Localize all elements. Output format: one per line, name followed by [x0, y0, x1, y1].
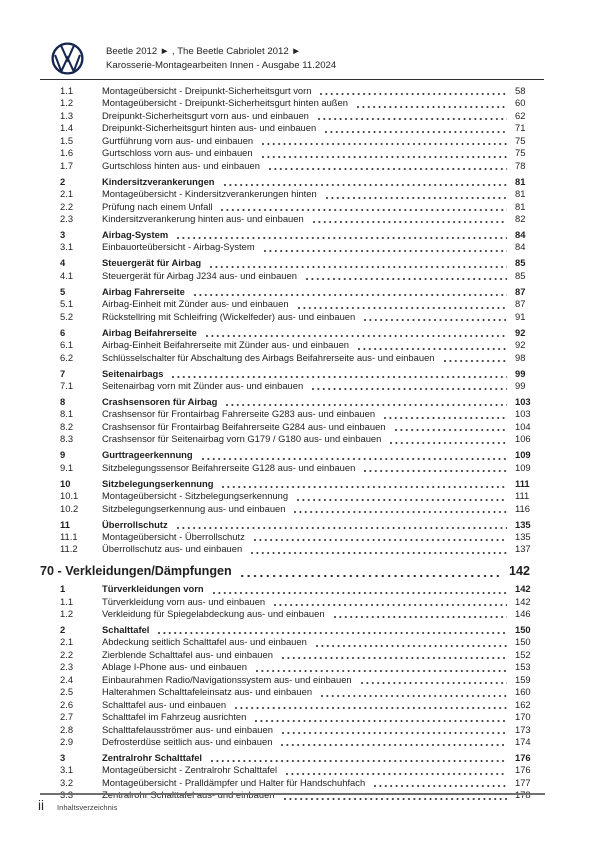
vw-logo-icon	[50, 41, 85, 76]
toc-entry-number: 9	[60, 449, 66, 461]
toc-entry-row	[40, 122, 545, 134]
toc-section-row	[40, 286, 545, 298]
toc-entry-title: Zentralrohr Schalttafel	[102, 751, 203, 763]
toc-entry-number: 2.3	[60, 213, 74, 225]
toc-entry-number: 2.1	[60, 188, 74, 200]
dot-leader	[251, 552, 507, 554]
dot-leader	[256, 670, 507, 672]
toc-entry-title: Abdeckung seitlich Schalttafel aus- und einbauen	[102, 636, 307, 648]
toc-entry-title: Einbauorteübersicht - Airbag-System	[102, 241, 255, 253]
toc-entry-page: 84	[515, 241, 526, 253]
toc-entry-number: 3.2	[60, 776, 74, 788]
toc-entry-page: 99	[515, 379, 526, 391]
toc-entry-page: 98	[515, 351, 526, 363]
toc-entry-page: 62	[515, 109, 526, 121]
toc-entry-page: 109	[515, 461, 531, 473]
dot-leader	[177, 237, 507, 239]
toc-entry-title: Sitzbelegungserkennung	[102, 477, 214, 489]
toc-entry-title: Kindersitzverankerungen	[102, 175, 215, 187]
toc-chapter-row	[40, 564, 545, 579]
toc-entry-number: 5	[60, 285, 66, 297]
dot-leader	[158, 632, 507, 634]
toc-entry-row	[40, 201, 545, 213]
footer	[38, 799, 117, 813]
toc-entry-page: 135	[515, 518, 531, 530]
toc-entry-row	[40, 213, 545, 225]
toc-entry-title: Airbag-Einheit mit Zünder aus- und einbauen	[102, 298, 289, 310]
brand-subtitle-line: Karosserie-Montagearbeiten Innen - Ausgabe 11.2024	[106, 59, 337, 71]
toc-entry-title: Gurtschloss hinten aus- und einbauen	[102, 159, 260, 171]
toc-entry-row	[40, 380, 545, 392]
toc-entry-number: 8.3	[60, 433, 74, 445]
toc-entry-row	[40, 736, 545, 748]
toc-entry-row	[40, 160, 545, 172]
toc-entry-page: 104	[515, 420, 531, 432]
dot-leader	[326, 197, 507, 199]
toc-entry-title: Zentralrohr Schalttafel aus- und einbauen	[102, 789, 275, 801]
dot-leader	[177, 527, 507, 529]
toc-entry-number: 2	[60, 175, 66, 187]
toc-entry-row	[40, 531, 545, 543]
toc-entry-row	[40, 777, 545, 789]
dot-leader	[395, 429, 508, 431]
toc-entry-row	[40, 608, 545, 620]
toc-entry-row	[40, 85, 545, 97]
toc-entry-row	[40, 241, 545, 253]
toc-entry-row	[40, 147, 545, 159]
toc-entry-number: 3.3	[60, 789, 74, 801]
toc-section-row	[40, 229, 545, 241]
toc-entry-number: 6.1	[60, 339, 74, 351]
toc-entry-page: 82	[515, 213, 526, 225]
dot-leader	[444, 360, 508, 362]
toc-entry-page: 176	[515, 764, 531, 776]
dot-leader	[357, 106, 507, 108]
toc-entry-row	[40, 311, 545, 323]
toc-entry-page: 170	[515, 711, 531, 723]
dot-leader	[320, 93, 507, 95]
toc-entry-page: 91	[515, 310, 526, 322]
toc-entry-number: 3.1	[60, 764, 74, 776]
toc-entry-page: 71	[515, 122, 526, 134]
toc-entry-number: 1.2	[60, 607, 74, 619]
toc-entry-page: 84	[515, 228, 526, 240]
dot-leader	[222, 486, 507, 488]
toc-section-row	[40, 519, 545, 531]
dot-leader	[211, 760, 507, 762]
toc-section-row	[40, 624, 545, 636]
toc-entry-number: 10	[60, 477, 71, 489]
toc-entry-row	[40, 661, 545, 673]
toc-entry-page: 92	[515, 326, 526, 338]
brand-text-block	[106, 41, 336, 72]
toc-entry-row	[40, 352, 545, 364]
toc-section-row	[40, 752, 545, 764]
toc-entry-number: 1.1	[60, 85, 74, 96]
dot-leader	[334, 616, 507, 618]
toc-entry-title: Airbag Beifahrerseite	[102, 326, 197, 338]
toc-entry-page: 150	[515, 636, 531, 648]
toc-entry-number: 8	[60, 395, 66, 407]
toc-entry-page: 142	[515, 583, 531, 595]
toc-entry-row	[40, 503, 545, 515]
dot-leader	[194, 294, 507, 296]
toc-entry-title: Crashsensoren für Airbag	[102, 395, 218, 407]
toc-entry-row	[40, 596, 545, 608]
dot-leader	[224, 184, 507, 186]
toc-section-row	[40, 449, 545, 461]
toc-entry-page: 177	[515, 776, 531, 788]
table-of-contents	[40, 85, 545, 802]
toc-entry-title: Prüfung nach einem Unfall	[102, 200, 213, 212]
toc-entry-number: 6.2	[60, 351, 74, 363]
toc-entry-title: Montageübersicht - Kindersitzverankerungen hinten	[102, 188, 317, 200]
dot-leader	[286, 773, 507, 775]
toc-entry-title: Airbag-Einheit Beifahrerseite mit Zünder aus- und einbauen	[102, 339, 350, 351]
toc-section-row	[40, 327, 545, 339]
toc-entry-number: 11.1	[60, 530, 78, 542]
toc-entry-number: 11.2	[60, 543, 78, 555]
toc-entry-page: 137	[515, 543, 531, 555]
toc-entry-page: 60	[515, 97, 526, 109]
toc-entry-title: Ablage I-Phone aus- und einbauen	[102, 661, 247, 673]
toc-entry-row	[40, 711, 545, 723]
dot-leader	[262, 156, 507, 158]
dot-leader	[274, 604, 507, 606]
toc-entry-title: Montageübersicht - Dreipunkt-Sicherheitsgurt vorn	[102, 85, 312, 96]
toc-entry-row	[40, 686, 545, 698]
toc-entry-page: 78	[515, 159, 526, 171]
toc-entry-page: 174	[515, 736, 531, 747]
toc-entry-number: 1.1	[60, 595, 74, 607]
toc-entry-page: 109	[515, 449, 531, 461]
toc-entry-page: 103	[515, 395, 531, 407]
toc-entry-number: 1	[60, 583, 66, 595]
dot-leader	[294, 511, 507, 513]
dot-leader	[282, 732, 507, 734]
toc-entry-page: 81	[515, 200, 526, 212]
toc-entry-page: 142	[509, 564, 531, 579]
toc-entry-row	[40, 270, 545, 282]
toc-section-row	[40, 478, 545, 490]
toc-entry-row	[40, 724, 545, 736]
toc-entry-page: 150	[515, 623, 531, 635]
toc-entry-title: Steuergerät für Airbag J234 aus- und einbauen	[102, 269, 297, 281]
toc-entry-number: 10.2	[60, 502, 79, 514]
dot-leader	[318, 118, 507, 120]
toc-entry-title: Schlüsselschalter für Abschaltung des Airbags Beifahrerseite aus- und einbauen	[102, 351, 435, 363]
toc-entry-title: Dreipunkt-Sicherheitsgurt hinten aus- und einbauen	[102, 122, 317, 134]
toc-entry-number: 3	[60, 228, 66, 240]
header-divider	[40, 79, 544, 80]
toc-entry-row	[40, 543, 545, 555]
toc-entry-number: 1.3	[60, 109, 74, 121]
toc-entry-title: Einbaurahmen Radio/Navigationssystem aus- und einbauen	[102, 673, 352, 685]
dot-leader	[202, 458, 507, 460]
toc-entry-number: 7	[60, 367, 66, 379]
toc-entry-number: 2.2	[60, 648, 74, 660]
toc-entry-page: 142	[515, 595, 531, 607]
toc-section-row	[40, 176, 545, 188]
toc-entry-number: 1.6	[60, 147, 74, 159]
toc-entry-title: Crashsensor für Frontairbag Fahrerseite G283 aus- und einbauen	[102, 408, 376, 420]
dot-leader	[281, 744, 507, 746]
toc-entry-row	[40, 649, 545, 661]
toc-entry-number: 1.7	[60, 159, 74, 171]
toc-entry-title: Defrosterdüse seitlich aus- und einbauen	[102, 736, 273, 747]
toc-entry-row	[40, 298, 545, 310]
toc-entry-number: 2.5	[60, 686, 74, 698]
dot-leader	[213, 592, 507, 594]
toc-entry-number: 3.1	[60, 241, 74, 253]
toc-entry-title: Verkleidung für Spiegelabdeckung aus- und einbauen	[102, 607, 325, 619]
toc-entry-number: 8.2	[60, 420, 74, 432]
toc-entry-title: Montageübersicht - Pralldämpfer und Halter für Handschuhfach	[102, 776, 366, 788]
dot-leader	[384, 417, 507, 419]
dot-leader	[255, 720, 507, 722]
toc-section-row	[40, 368, 545, 380]
dot-leader	[358, 348, 507, 350]
toc-entry-row	[40, 764, 545, 776]
toc-entry-number: 1.2	[60, 97, 74, 109]
dot-leader	[241, 575, 501, 577]
toc-entry-row	[40, 636, 545, 648]
toc-entry-title: Schalttafel im Fahrzeug ausrichten	[102, 711, 247, 723]
footer-section-label: Inhaltsverzeichnis	[57, 803, 118, 812]
toc-entry-page: 75	[515, 147, 526, 159]
toc-entry-number: 8.1	[60, 408, 74, 420]
toc-entry-page: 87	[515, 285, 526, 297]
toc-entry-number: 2.4	[60, 673, 74, 685]
toc-entry-number: 2.8	[60, 723, 74, 735]
toc-entry-number: 2	[60, 623, 66, 635]
toc-entry-number: 2.2	[60, 200, 74, 212]
dot-leader	[325, 131, 507, 133]
toc-section-row	[40, 396, 545, 408]
dot-leader	[390, 442, 507, 444]
toc-entry-page: 87	[515, 298, 526, 310]
toc-entry-title: Montageübersicht - Überrollschutz	[102, 530, 245, 542]
toc-entry-title: Airbag-System	[102, 228, 169, 240]
toc-entry-page: 116	[515, 502, 530, 514]
toc-entry-page: 81	[515, 175, 526, 187]
toc-entry-row	[40, 490, 545, 502]
toc-entry-number: 2.7	[60, 711, 74, 723]
toc-entry-number: 2.9	[60, 736, 74, 747]
toc-entry-page: 75	[515, 134, 526, 146]
dot-leader	[172, 376, 507, 378]
dot-leader	[210, 266, 507, 268]
dot-leader	[374, 785, 507, 787]
toc-entry-number: 10.1	[60, 490, 79, 502]
dot-leader	[306, 278, 507, 280]
toc-entry-number: 5.2	[60, 310, 74, 322]
dot-leader	[297, 499, 507, 501]
toc-entry-number: 5.1	[60, 298, 74, 310]
dot-leader	[298, 307, 507, 309]
dot-leader	[269, 168, 507, 170]
toc-entry-page: 81	[515, 188, 526, 200]
header	[50, 41, 336, 76]
dot-leader	[282, 657, 507, 659]
toc-entry-title: Schalttafelausströmer aus- und einbauen	[102, 723, 273, 735]
toc-entry-page: 92	[515, 339, 526, 351]
dot-leader	[221, 209, 507, 211]
dot-leader	[312, 388, 507, 390]
toc-entry-title: Crashsensor für Frontairbag Beifahrerseite G284 aus- und einbauen	[102, 420, 386, 432]
toc-entry-title: Gurtschloss vorn aus- und einbauen	[102, 147, 253, 159]
toc-entry-page: 99	[515, 367, 526, 379]
toc-entry-title: Türverkleidungen vorn	[102, 583, 204, 595]
toc-entry-page: 146	[515, 607, 531, 619]
toc-entry-title: Montageübersicht - Sitzbelegungserkennung	[102, 490, 289, 502]
dot-leader	[226, 404, 507, 406]
toc-entry-title: Überrollschutz	[102, 518, 168, 530]
toc-entry-page: 85	[515, 257, 526, 269]
dot-leader	[321, 695, 507, 697]
toc-entry-row	[40, 110, 545, 122]
toc-entry-number: 4	[60, 257, 66, 269]
brand-models-line: Beetle 2012 ► , The Beetle Cabriolet 2012 ►	[106, 46, 301, 57]
dot-leader	[264, 250, 507, 252]
toc-entry-number: 4.1	[60, 269, 74, 281]
toc-entry-page: 58	[515, 85, 526, 96]
toc-entry-number: 3	[60, 751, 66, 763]
toc-entry-row	[40, 188, 545, 200]
dot-leader	[262, 143, 507, 145]
toc-entry-title: 70 - Verkleidungen/Dämpfungen	[40, 564, 232, 579]
toc-entry-row	[40, 462, 545, 474]
toc-entry-number: 7.1	[60, 379, 74, 391]
toc-entry-title: Zierblende Schalttafel aus- und einbauen	[102, 648, 273, 660]
dot-leader	[254, 539, 507, 541]
toc-entry-page: 173	[515, 723, 531, 735]
toc-entry-title: Seitenairbag vorn mit Zünder aus- und einbauen	[102, 379, 304, 391]
dot-leader	[235, 707, 507, 709]
dot-leader	[313, 221, 507, 223]
toc-entry-number: 9.1	[60, 461, 74, 473]
toc-entry-number: 11	[60, 518, 70, 530]
toc-entry-page: 111	[515, 490, 530, 502]
toc-entry-title: Crashsensor für Seitenairbag vorn G179 / G180 aus- und einbauen	[102, 433, 382, 445]
dot-leader	[316, 645, 507, 647]
toc-entry-row	[40, 97, 545, 109]
toc-entry-title: Seitenairbags	[102, 367, 164, 379]
toc-entry-row	[40, 135, 545, 147]
toc-entry-page: 176	[515, 751, 531, 763]
toc-entry-page: 159	[515, 673, 531, 685]
toc-entry-title: Türverkleidung vorn aus- und einbauen	[102, 595, 266, 607]
toc-entry-title: Schalttafel aus- und einbauen	[102, 698, 227, 710]
toc-section-row	[40, 257, 545, 269]
toc-entry-title: Kindersitzverankerung hinten aus- und einbauen	[102, 213, 304, 225]
toc-entry-title: Sitzbelegungserkennung aus- und einbauen	[102, 502, 286, 514]
dot-leader	[206, 335, 507, 337]
toc-entry-number: 2.1	[60, 636, 74, 648]
toc-entry-row	[40, 699, 545, 711]
toc-entry-title: Gurttrageerkennung	[102, 449, 193, 461]
toc-entry-page: 103	[515, 408, 531, 420]
dot-leader	[364, 319, 507, 321]
toc-entry-page: 153	[515, 661, 531, 673]
toc-entry-page: 85	[515, 269, 526, 281]
toc-entry-title: Gurtführung vorn aus- und einbauen	[102, 134, 254, 146]
toc-entry-title: Montageübersicht - Dreipunkt-Sicherheitsgurt hinten außen	[102, 97, 348, 109]
toc-entry-row	[40, 433, 545, 445]
toc-entry-title: Sitzbelegungssensor Beifahrerseite G128 aus- und einbauen	[102, 461, 356, 473]
toc-entry-page: 106	[515, 433, 531, 445]
toc-section-row	[40, 583, 545, 595]
toc-entry-title: Schalttafel	[102, 623, 150, 635]
toc-entry-number: 1.5	[60, 134, 74, 146]
toc-entry-page: 111	[515, 477, 530, 489]
toc-entry-number: 1.4	[60, 122, 74, 134]
toc-entry-page: 160	[515, 686, 531, 698]
dot-leader	[361, 682, 507, 684]
footer-divider	[40, 793, 545, 795]
page-number-roman: ii	[38, 798, 44, 813]
toc-entry-number: 2.3	[60, 661, 74, 673]
toc-entry-number: 6	[60, 326, 66, 338]
toc-entry-row	[40, 421, 545, 433]
toc-entry-number: 2.6	[60, 698, 74, 710]
toc-entry-title: Steuergerät für Airbag	[102, 257, 202, 269]
toc-entry-page: 162	[515, 698, 531, 710]
toc-entry-page: 178	[515, 789, 531, 801]
dot-leader	[364, 470, 507, 472]
toc-entry-title: Rückstellring mit Schleifring (Wickelfeder) aus- und einbauen	[102, 310, 356, 322]
toc-entry-title: Montageübersicht - Zentralrohr Schalttafel	[102, 764, 278, 776]
toc-entry-page: 135	[515, 530, 531, 542]
toc-entry-title: Überrollschutz aus- und einbauen	[102, 543, 243, 555]
toc-entry-row	[40, 408, 545, 420]
toc-entry-title: Airbag Fahrerseite	[102, 285, 185, 297]
toc-entry-page: 152	[515, 648, 531, 660]
toc-entry-title: Halterahmen Schalttafeleinsatz aus- und einbauen	[102, 686, 313, 698]
dot-leader	[284, 798, 507, 800]
toc-entry-row	[40, 674, 545, 686]
toc-entry-row	[40, 339, 545, 351]
toc-entry-title: Dreipunkt-Sicherheitsgurt vorn aus- und einbauen	[102, 109, 309, 121]
